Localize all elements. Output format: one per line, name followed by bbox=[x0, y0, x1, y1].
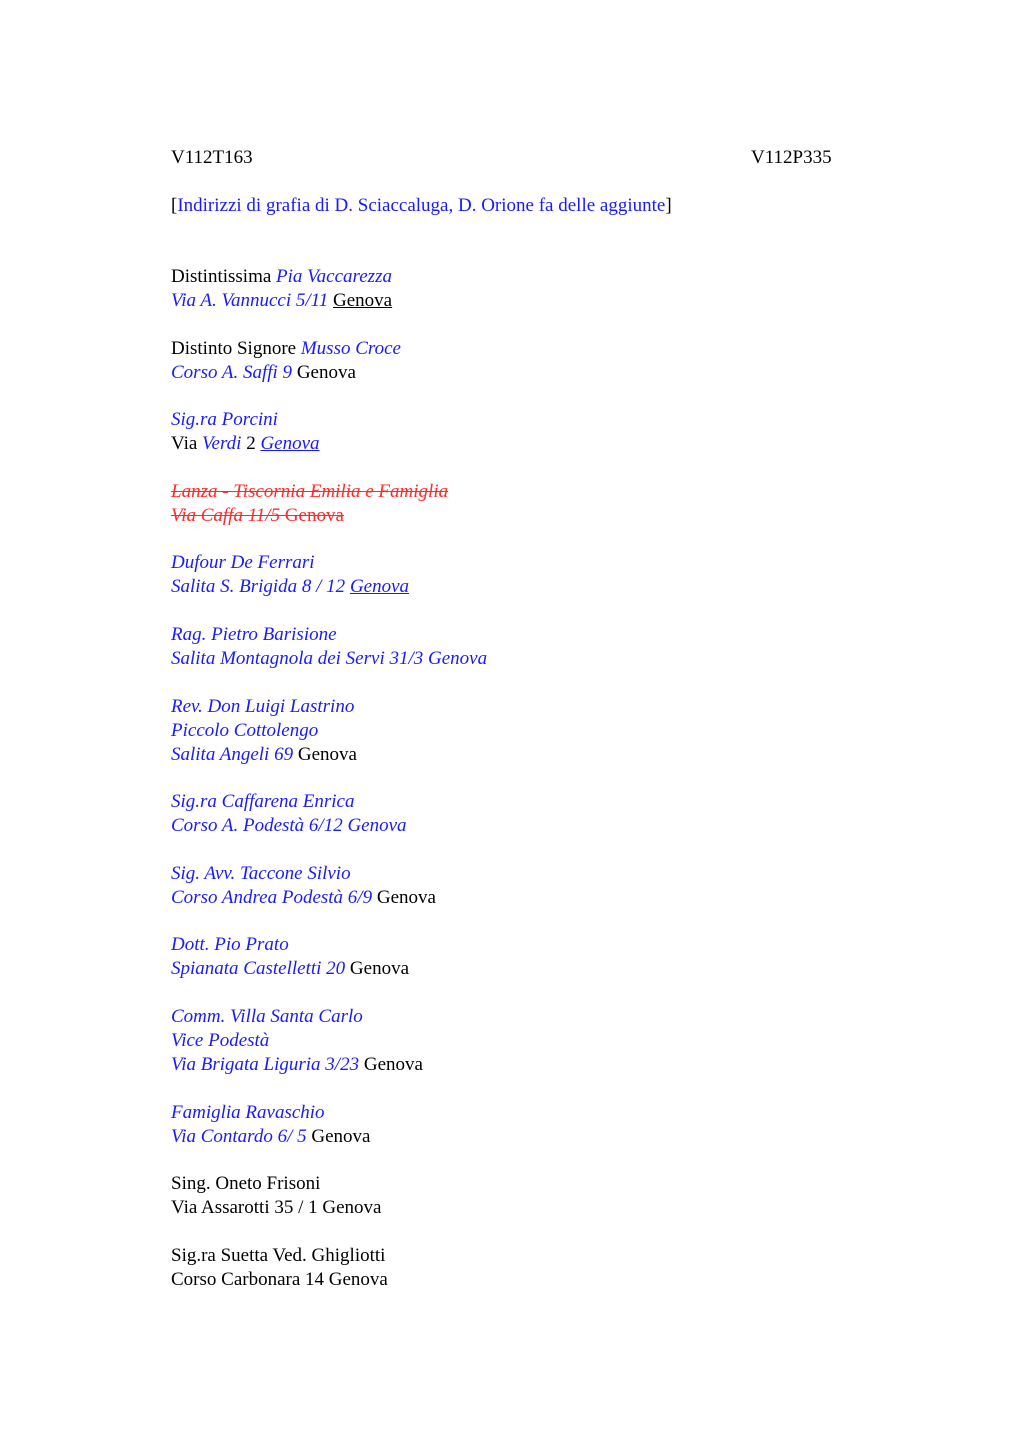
address-text: Sig.ra Suetta Ved. Ghigliotti bbox=[171, 1244, 386, 1266]
address-recipient-line bbox=[171, 862, 871, 886]
address-line bbox=[171, 1053, 871, 1077]
address-text: Salita S. Brigida 8 / 12 bbox=[171, 576, 350, 598]
address-text: Genova bbox=[292, 361, 356, 383]
editorial-note bbox=[171, 194, 672, 218]
struck-text: Lanza - Tiscornia Emilia e Famiglia bbox=[171, 480, 449, 502]
address-line bbox=[171, 719, 871, 743]
address-text: Salita Montagnola dei Servi 31/3 Genova bbox=[171, 647, 488, 669]
address-recipient-line bbox=[171, 623, 871, 647]
address-recipient-line bbox=[171, 1244, 871, 1268]
address-text: Corso A. Saffi 9 bbox=[171, 361, 293, 383]
address-text: Sig. Avv. Taccone Silvio bbox=[171, 862, 351, 884]
address-line bbox=[171, 814, 871, 838]
address-text: Rag. Pietro Barisione bbox=[171, 623, 337, 645]
address-line bbox=[171, 504, 871, 528]
address-text: Via A. Vannucci 5/11 bbox=[171, 290, 329, 311]
address-text: Pia Vaccarezza bbox=[276, 266, 392, 287]
address-text: Sing. Oneto Frisoni bbox=[171, 1173, 321, 1195]
address-block bbox=[171, 862, 871, 910]
address-recipient-line bbox=[171, 480, 871, 504]
address-text: 2 bbox=[241, 433, 261, 455]
address-text: Sig.ra Caffarena Enrica bbox=[171, 791, 355, 813]
address-text: Via Assarotti 35 / 1 Genova bbox=[171, 1197, 382, 1219]
struck-text: Genova bbox=[280, 504, 344, 526]
address-line bbox=[171, 886, 871, 910]
address-line bbox=[171, 1268, 871, 1292]
address-block bbox=[171, 480, 871, 528]
address-line bbox=[171, 361, 871, 385]
address-line bbox=[171, 575, 871, 599]
address-text: Via Brigata Liguria 3/23 bbox=[171, 1053, 360, 1075]
address-text: Sig.ra Porcini bbox=[171, 409, 278, 431]
address-recipient-line bbox=[171, 551, 871, 575]
address-text: Distinto Signore bbox=[171, 337, 301, 359]
address-recipient-line bbox=[171, 337, 871, 361]
address-line bbox=[171, 1196, 871, 1220]
address-block bbox=[171, 790, 871, 838]
address-recipient-line bbox=[171, 933, 871, 957]
address-recipient-line bbox=[171, 1172, 871, 1196]
address-block bbox=[171, 1101, 871, 1149]
address-block bbox=[171, 623, 871, 671]
address-text: Rev. Don Luigi Lastrino bbox=[171, 695, 355, 717]
address-line bbox=[171, 432, 871, 456]
address-text: Spianata Castelletti 20 bbox=[171, 958, 346, 980]
struck-text: Via Caffa 11/5 bbox=[171, 504, 281, 526]
address-line bbox=[171, 647, 871, 671]
address-block bbox=[171, 337, 871, 385]
address-text: Genova bbox=[260, 433, 320, 455]
address-text: Dott. Pio Prato bbox=[171, 934, 289, 956]
address-text: Corso A. Podestà 6/12 Genova bbox=[171, 815, 407, 837]
address-text: Salita Angeli 69 bbox=[171, 743, 294, 765]
address-recipient-line bbox=[171, 695, 871, 719]
address-line bbox=[171, 743, 871, 767]
address-recipient-line bbox=[171, 790, 871, 814]
address-line bbox=[171, 1029, 871, 1053]
address-text: Piccolo Cottolengo bbox=[171, 719, 319, 741]
address-text: Genova bbox=[345, 958, 410, 980]
address-block bbox=[171, 1005, 871, 1077]
address-text: Genova bbox=[333, 290, 393, 311]
address-text: Genova bbox=[349, 576, 410, 598]
address-text: Genova bbox=[306, 1125, 371, 1147]
address-text: Verdi bbox=[202, 433, 242, 455]
address-line bbox=[171, 1125, 871, 1149]
reference-code-left: V112T163 bbox=[171, 147, 253, 168]
address-text: Famiglia Ravaschio bbox=[171, 1101, 325, 1123]
address-line bbox=[171, 957, 871, 981]
address-recipient-line bbox=[171, 265, 871, 289]
address-text: Genova bbox=[372, 886, 436, 908]
address-text: Comm. Villa Santa Carlo bbox=[171, 1005, 363, 1027]
address-list bbox=[171, 265, 871, 1315]
address-recipient-line bbox=[171, 1101, 871, 1125]
address-block bbox=[171, 933, 871, 981]
address-text: Distintissima bbox=[171, 266, 277, 287]
address-block bbox=[171, 551, 871, 599]
address-text: Genova bbox=[359, 1053, 423, 1075]
address-recipient-line bbox=[171, 1005, 871, 1029]
address-text: Via bbox=[171, 433, 203, 455]
address-text: Corso Carbonara 14 Genova bbox=[171, 1268, 388, 1290]
address-text: Genova bbox=[293, 743, 357, 765]
address-block bbox=[171, 1244, 871, 1292]
reference-code-right: V112P335 bbox=[751, 147, 832, 168]
address-line bbox=[171, 289, 871, 313]
note-close-bracket: ] bbox=[665, 195, 672, 216]
address-block bbox=[171, 265, 871, 313]
address-text: Corso Andrea Podestà 6/9 bbox=[171, 886, 373, 908]
note-open-bracket: [ bbox=[171, 195, 178, 216]
address-text: Vice Podestà bbox=[171, 1029, 270, 1051]
address-block bbox=[171, 695, 871, 767]
address-text: Musso Croce bbox=[300, 337, 401, 359]
note-text: Indirizzi di grafia di D. Sciaccaluga, D. Orione fa delle aggiunte bbox=[177, 195, 666, 216]
address-text: Dufour De Ferrari bbox=[171, 552, 315, 574]
address-block bbox=[171, 1172, 871, 1220]
address-block bbox=[171, 408, 871, 456]
address-text: Via Contardo 6/ 5 bbox=[171, 1125, 307, 1147]
address-recipient-line bbox=[171, 408, 871, 432]
